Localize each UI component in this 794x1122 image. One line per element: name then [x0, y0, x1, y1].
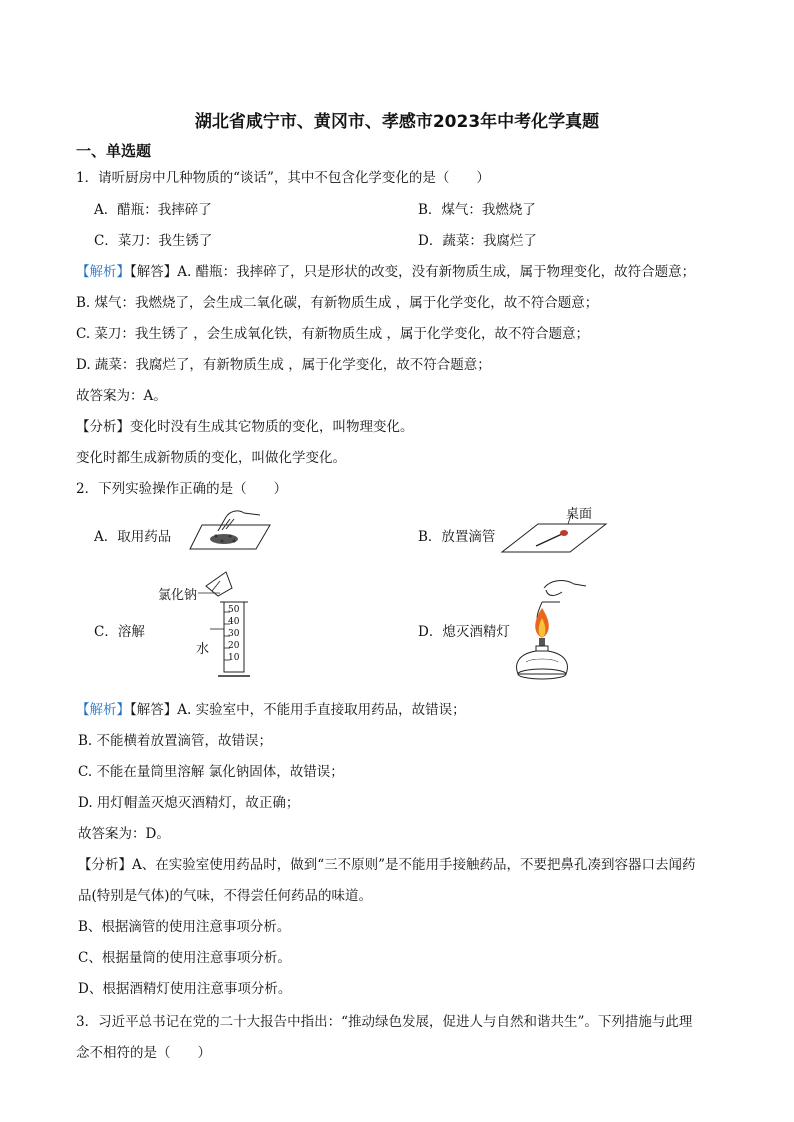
analysis-tag: 【解析】	[76, 264, 130, 280]
analysis-tag: 【解析】	[76, 702, 130, 718]
q1-option-b: B．煤气：我燃烧了	[418, 202, 536, 218]
q2-analysis: D、根据酒精灯使用注意事项分析。	[78, 981, 292, 997]
q1-answer: 故答案为：A。	[76, 388, 167, 404]
q1-option-d: D．蔬菜：我腐烂了	[418, 233, 537, 249]
q2-option-b: B．放置滴管	[418, 529, 496, 545]
q1-solution-line: D. 蔬菜：我腐烂了，有新物质生成 ，属于化学变化，故不符合题意；	[76, 357, 491, 373]
label-water: 水	[196, 642, 210, 657]
q2-option-a: A．取用药品	[94, 529, 172, 545]
question-2-stem: 2．下列实验操作正确的是（ ）	[76, 481, 288, 497]
q2-analysis: 【分析】A、在实验室使用药品时，做到“三不原则”是不能用手接触药品，不要把鼻孔凑到容器口去闻药	[78, 857, 696, 873]
figure-take-chemicals	[178, 505, 273, 557]
q2-solution-line: C. 不能在量筒里溶解 氯化钠固体，故错误；	[78, 764, 344, 780]
section-heading: 一、单选题	[76, 142, 152, 160]
question-1-stem: 1．请听厨房中几种物质的“谈话”，其中不包含化学变化的是（ ）	[76, 170, 490, 186]
q2-solution-line: 【解析】【解答】A. 实验室中，不能用手直接取用药品，故错误；	[76, 702, 466, 718]
q1-solution-line: B. 煤气：我燃烧了，会生成二氧化碳，有新物质生成 ，属于化学变化，故不符合题意；	[76, 295, 599, 311]
question-3-stem: 念不相符的是（ ）	[76, 1045, 211, 1061]
figure-alcohol-lamp	[512, 572, 592, 684]
q1-solution-line: 【解析】【解答】A. 醋瓶：我摔碎了，只是形状的改变，没有新物质生成，属于物理变化，故符合题意；	[76, 264, 696, 280]
question-3-stem: 3．习近平总书记在党的二十大报告中指出：“推动绿色发展，促进人与自然和谐共生”。下列措施与此理	[76, 1014, 693, 1030]
q2-solution-line: B. 不能横着放置滴管，故错误；	[78, 733, 273, 749]
q1-analysis: 变化时都生成新物质的变化，叫做化学变化。	[76, 450, 346, 466]
q2-answer: 故答案为：D。	[78, 826, 170, 842]
q2-option-c: C．溶解	[94, 624, 145, 640]
q2-analysis: C、根据量筒的使用注意事项分析。	[78, 950, 291, 966]
q2-solution-line: D. 用灯帽盖灭熄灭酒精灯，故正确；	[78, 795, 300, 811]
figure-dropper-on-desk	[500, 502, 610, 557]
label-desk: 桌面	[566, 507, 593, 522]
q1-solution-line: C. 菜刀：我生锈了 ，会生成氧化铁，有新物质生成 ，属于化学变化，故不符合题意；	[76, 326, 590, 342]
q1-option-c: C．菜刀：我生锈了	[94, 233, 213, 249]
label-nacl: 氯化钠	[158, 588, 198, 603]
page-title: 湖北省咸宁市、黄冈市、孝感市2023年中考化学真题	[194, 112, 600, 132]
q2-analysis: 品(特别是气体)的气味，不得尝任何药品的味道。	[78, 888, 373, 904]
cylinder-scale: 50 40 30 20 10	[228, 605, 240, 663]
q1-analysis: 【分析】变化时没有生成其它物质的变化，叫物理变化。	[76, 419, 414, 435]
q1-option-a: A．醋瓶：我摔碎了	[94, 202, 212, 218]
q2-option-d: D．熄灭酒精灯	[418, 624, 510, 640]
q2-analysis: B、根据滴管的使用注意事项分析。	[78, 919, 291, 935]
